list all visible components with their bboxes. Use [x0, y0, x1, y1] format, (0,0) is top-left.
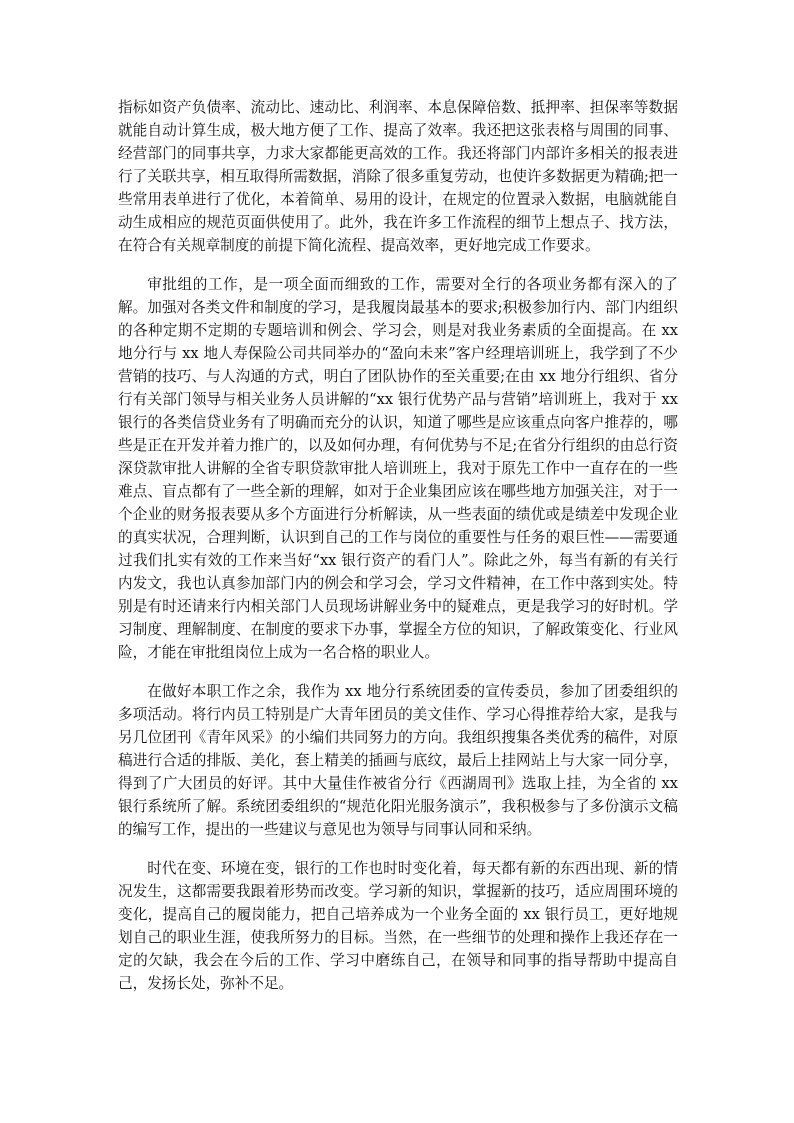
paragraph-conclusion: 时代在变、环境在变，银行的工作也时时变化着，每天都有新的东西出现、新的情况发生，这都需要我跟着形势而改变。学习新的知识，掌握新的技巧，适应周围环境的变化，提高自己的履岗能力，把自己培养成为一个业务全面的 xx 银行员工，更好地规划自己的职业生涯，使我所努力的目标。当然，在一些细节的处理和操作上我还存在一定的欠缺，我会在今后的工作、学习中磨练自己，在领导和同事的指导帮助中提高自己，发扬长处，弥补不足。	[118, 860, 678, 992]
document-page	[118, 96, 678, 1011]
paragraph-approval-team-learning: 审批组的工作，是一项全面而细致的工作，需要对全行的各项业务都有深入的了解。加强对各类文件和制度的学习，是我履岗最基本的要求;积极参加行内、部门内组织的各种定期不定期的专题培训和例会、学习会，则是对我业务素质的全面提高。在 xx 地分行与 xx 地人寿保险公司共同举办的“盈向未来”客户经理培训班上，我学到了不少营销的技巧、与人沟通的方式，明白了团队协作的至关重要;在由 xx 地分行组织、省分行有关部门领导与相关业务人员讲解的“xx 银行优势产品与营销”培训班上，我对于 xx 银行的各类信贷业务有了明确而充分的认识，知道了哪些是应该重点向客户推荐的，哪些是正在开发并着力推广的，以及如何办理，有何优势与不足;在省分行组织的由总行资深贷款审批人讲解的全省专职贷款审批人培训班上，我对于原先工作中一直存在的一些难点、盲点都有了一些全新的理解，如对于企业集团应该在哪些地方加强关注，对于一个企业的财务报表要从多个方面进行分析解读，从一些表面的绩优或是绩差中发现企业的真实状况，合理判断，认识到自己的工作与岗位的重要性与任务的艰巨性——需要通过我们扎实有效的工作来当好“xx 银行资产的看门人”。除此之外，每当有新的有关行内发文，我也认真参加部门内的例会和学习会，学习文件精神，在工作中落到实处。特别是有时还请来行内相关部门人员现场讲解业务中的疑难点，更是我学习的好时机。学习制度、理解制度、在制度的要求下办事，掌握全方位的知识，了解政策变化、行业风险，才能在审批组岗位上成为一名合格的职业人。	[118, 276, 678, 661]
paragraph-youth-league-activities: 在做好本职工作之余，我作为 xx 地分行系统团委的宣传委员，参加了团委组织的多项活动。将行内员工特别是广大青年团员的美文佳作、学习心得推荐给大家，是我与另几位团刊《青年风采》的小编们共同努力的方向。我组织搜集各类优秀的稿件，对原稿进行合适的排版、美化，套上精美的插画与底纹，最后上挂网站上与大家一同分享，得到了广大团员的好评。其中大量佳作被省分行《西湖周刊》选取上挂，为全省的 xx 银行系统所了解。系统团委组织的“规范化阳光服务演示”，我积极参与了多份演示文稿的编写工作，提出的一些建议与意见也为领导与同事认同和采纳。	[118, 683, 678, 838]
paragraph-efficiency-tools: 指标如资产负债率、流动比、速动比、利润率、本息保障倍数、抵押率、担保率等数据就能自动计算生成，极大地方便了工作、提高了效率。我还把这张表格与周围的同事、经营部门的同事共享，力求大家都能更高效的工作。我还将部门内部许多相关的报表进行了关联共享，相互取得所需数据，消除了很多重复劳动，也使许多数据更为精确;把一些常用表单进行了优化，本着简单、易用的设计，在规定的位置录入数据，电脑就能自动生成相应的规范页面供使用了。此外，我在许多工作流程的细节上想点子、找方法，在符合有关规章制度的前提下简化流程、提高效率，更好地完成工作要求。	[118, 99, 678, 254]
